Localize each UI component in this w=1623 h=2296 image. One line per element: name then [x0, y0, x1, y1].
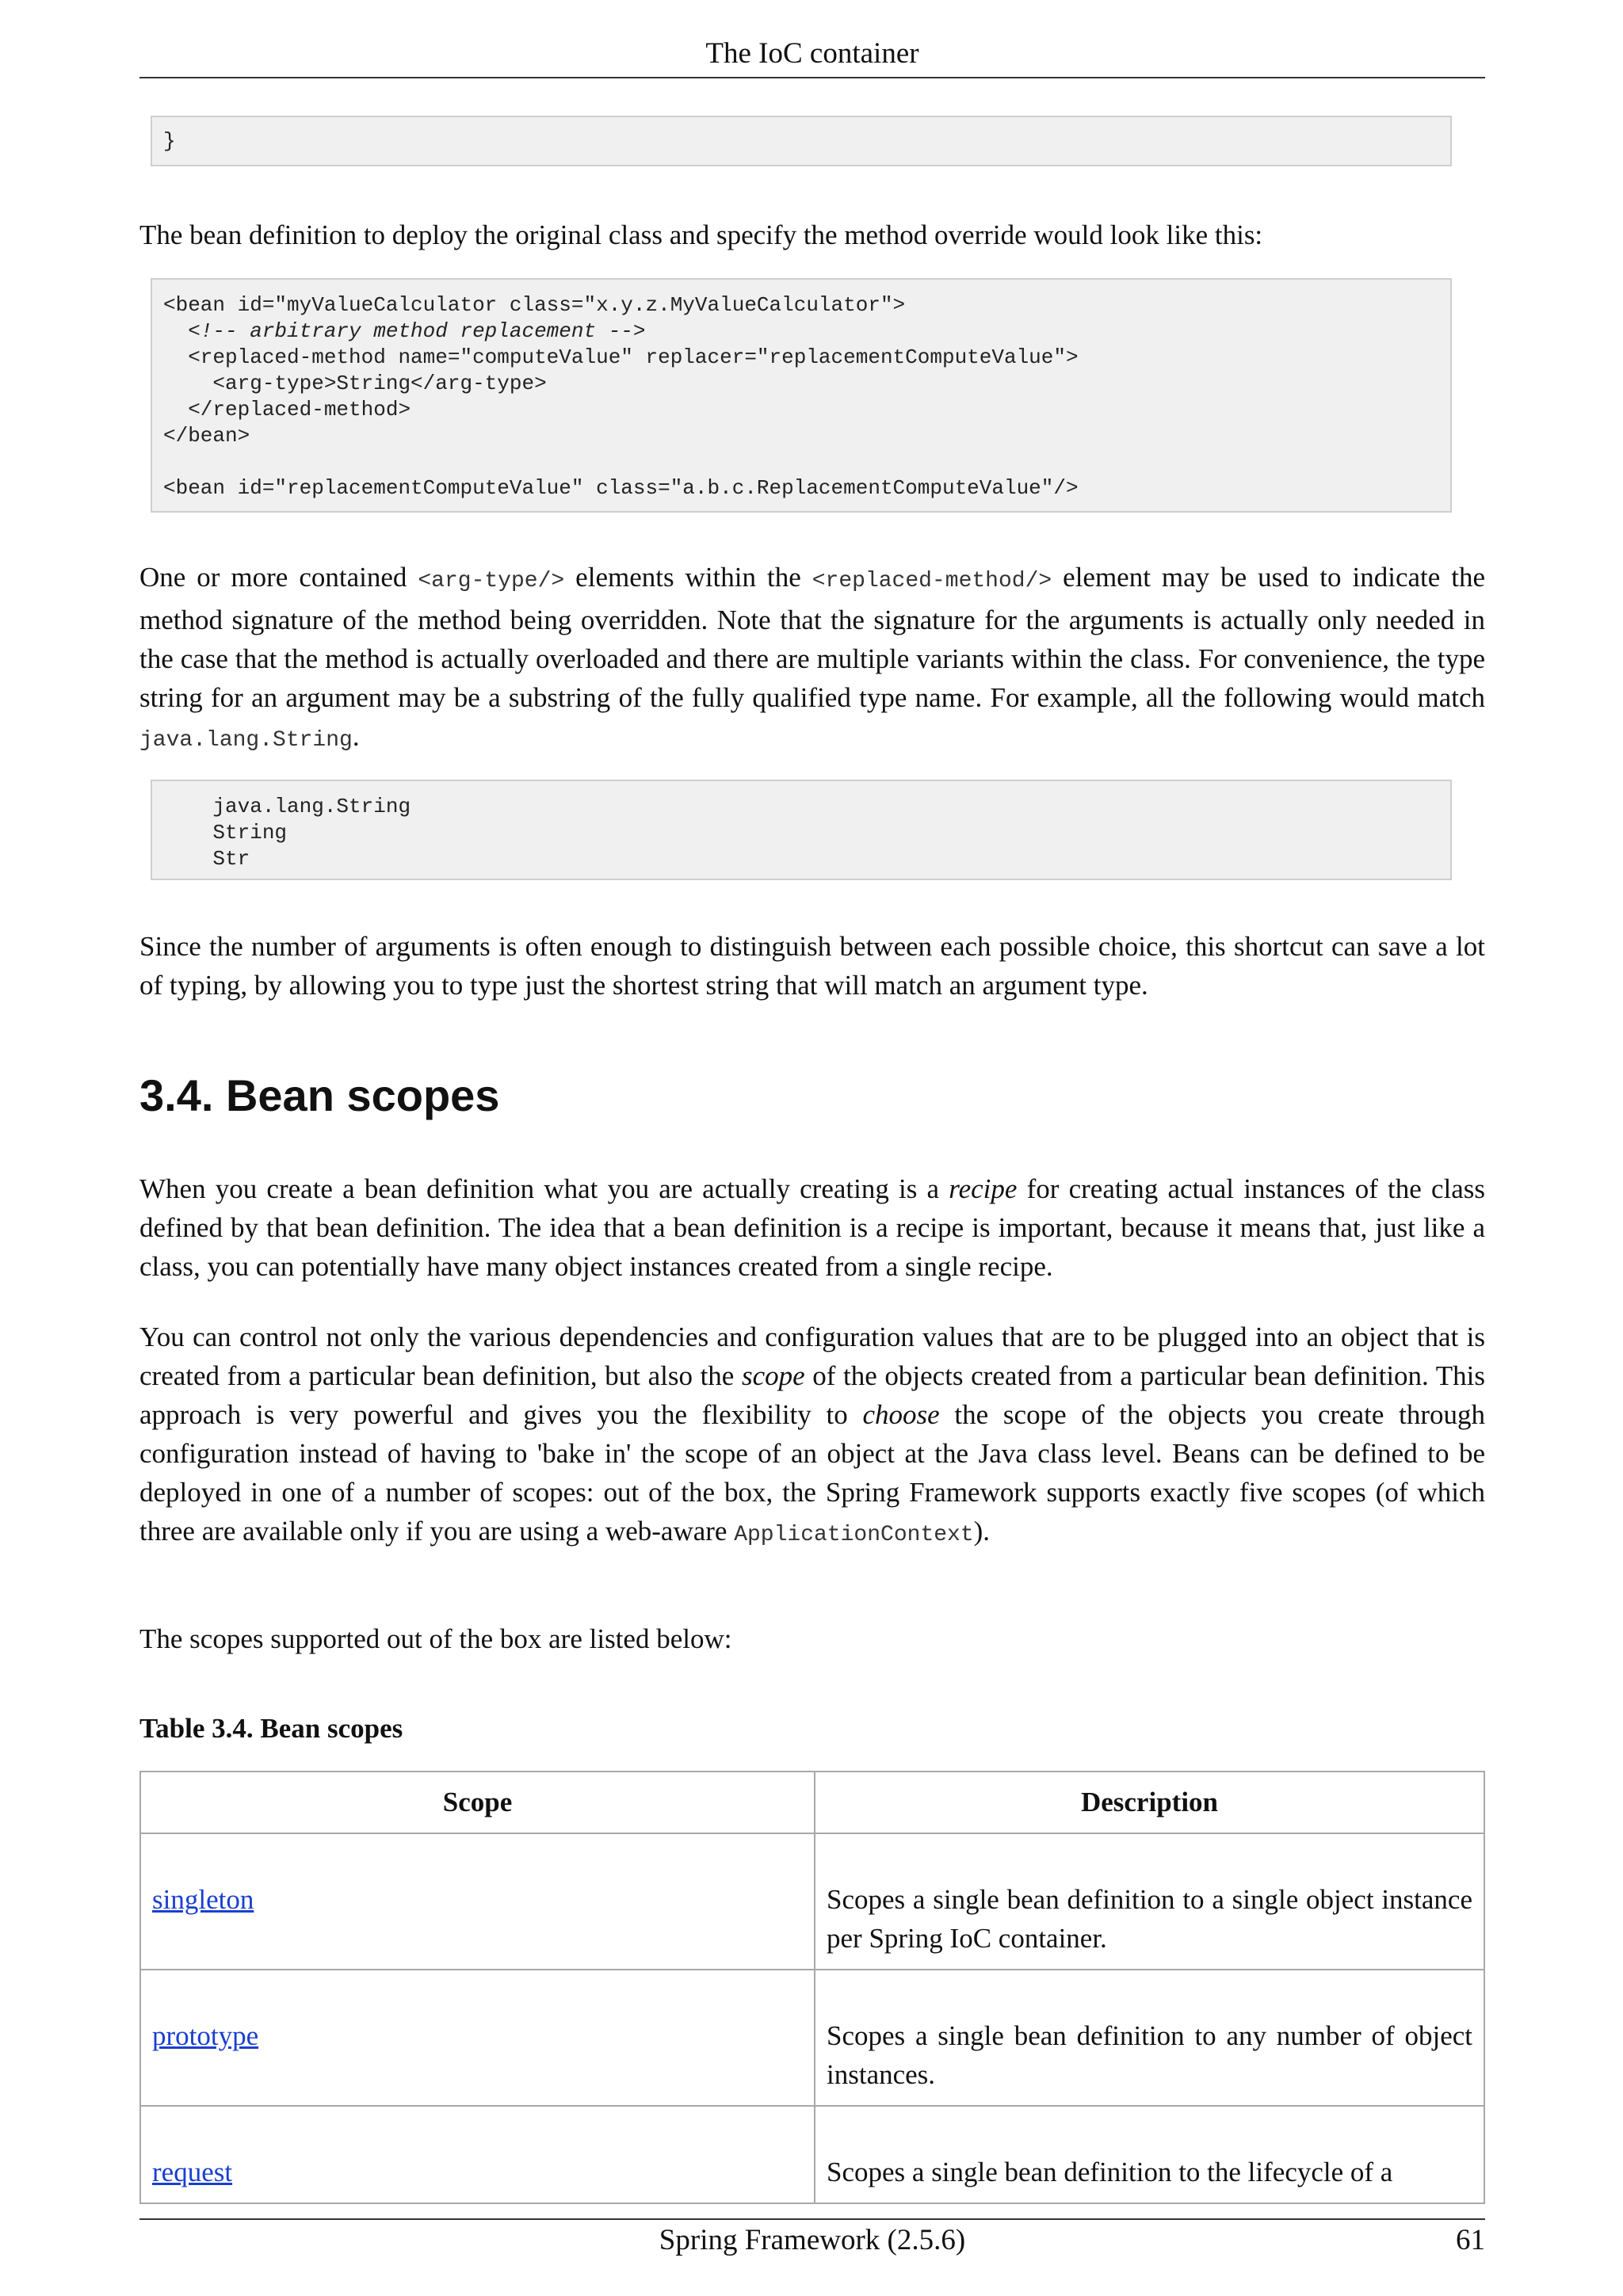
table-row [140, 2106, 1484, 2203]
table-cell-scope [140, 1833, 815, 1970]
code-line: <replaced-method name="computeValue" replacer="replacementComputeValue"> [163, 345, 1079, 369]
inline-code-application-context: ApplicationContext [734, 1523, 974, 1547]
scope-link-request[interactable]: request [152, 2157, 233, 2187]
code-comment-line: <!-- arbitrary method replacement --> [163, 319, 646, 343]
footer-divider [139, 2218, 1485, 2220]
table-cell-description: Scopes a single bean definition to a single object instance per Spring IoC container. [815, 1833, 1484, 1970]
column-header-description: Description [815, 1772, 1484, 1833]
emphasis-scope: scope [741, 1360, 805, 1391]
code-block-xml-config [151, 278, 1452, 513]
inline-code-arg-type: <arg-type/> [418, 569, 565, 593]
table-header-row [140, 1772, 1484, 1833]
code-line: <bean id="myValueCalculator class="x.y.z.MyValueCalculator"> [163, 293, 906, 317]
code-block-type-strings: java.lang.String String Str [151, 780, 1452, 880]
code-line: <arg-type>String</arg-type> [163, 372, 547, 395]
running-footer: Spring Framework (2.5.6) [659, 2224, 966, 2256]
code-line: <bean id="replacementComputeValue" class="a.b.c.ReplacementComputeValue"/> [163, 476, 1079, 500]
paragraph-arg-type-explanation: One or more contained <arg-type/> elements within the <replaced-method/> element may be used to indicate the method signature of the method being overridden. Note that the signature for the arguments is actually only needed in the case that the method is actually overloaded and there are multiple variants within the class. For convenience, the type string for an argument may be a substring of the fully qualified type name. For example, all the following would match java.lang.String. [139, 562, 1486, 753]
header-divider [139, 77, 1485, 78]
table-cell-scope [140, 1970, 815, 2106]
table-row [140, 1833, 1484, 1970]
scope-link-singleton[interactable]: singleton [152, 1884, 254, 1915]
paragraph-bean-definition-intro: The bean definition to deploy the original class and specify the method override would look like this: [139, 219, 1263, 250]
code-line: </replaced-method> [163, 398, 411, 421]
section-heading-bean-scopes: 3.4. Bean scopes [139, 1070, 500, 1120]
running-header: The IoC container [705, 37, 919, 70]
bean-scopes-table [139, 1771, 1485, 2204]
table-cell-description: Scopes a single bean definition to the lifecycle of a [815, 2106, 1484, 2203]
inline-code-replaced-method: <replaced-method/> [812, 569, 1052, 593]
emphasis-recipe: recipe [949, 1173, 1018, 1204]
code-line: </bean> [163, 424, 250, 448]
inline-code-java-lang-string: java.lang.String [139, 728, 353, 753]
table-caption: Table 3.4. Bean scopes [139, 1713, 403, 1744]
paragraph-shortcut-note: Since the number of arguments is often enough to distinguish between each possible choice, this shortcut can save a lot of typing, by allowing you to type just the shortest string that will match an argument type. [139, 931, 1485, 1001]
table-cell-description: Scopes a single bean definition to any number of object instances. [815, 1970, 1484, 2106]
paragraph-scope-control: You can control not only the various dependencies and configuration values that are to be plugged into an object that is created from a particular bean definition, but also the scope of the objects created from a particular bean definition. This approach is very powerful and gives you the flexibility to choose the scope of the objects you create through configuration instead of having to 'bake in' the scope of an object at the Java class level. Beans can be defined to be deployed in one of a number of scopes: out of the box, the Spring Framework supports exactly five scopes (of which three are available only if you are using a web-aware ApplicationContext). [139, 1322, 1485, 1547]
paragraph-recipe: When you create a bean definition what you are actually creating is a recipe for creating actual instances of the class defined by that bean definition. The idea that a bean definition is a recipe is important, because it means that, just like a class, you can potentially have many object instances created from a single recipe. [139, 1173, 1486, 1282]
column-header-scope: Scope [140, 1772, 815, 1833]
table-row [140, 1970, 1484, 2106]
paragraph-scopes-listed: The scopes supported out of the box are listed below: [139, 1623, 732, 1654]
scope-link-prototype[interactable]: prototype [152, 2020, 259, 2051]
table-cell-scope [140, 2106, 815, 2203]
emphasis-choose: choose [862, 1399, 940, 1430]
page-number: 61 [1456, 2224, 1485, 2256]
code-block-closing-brace: } [151, 116, 1452, 166]
